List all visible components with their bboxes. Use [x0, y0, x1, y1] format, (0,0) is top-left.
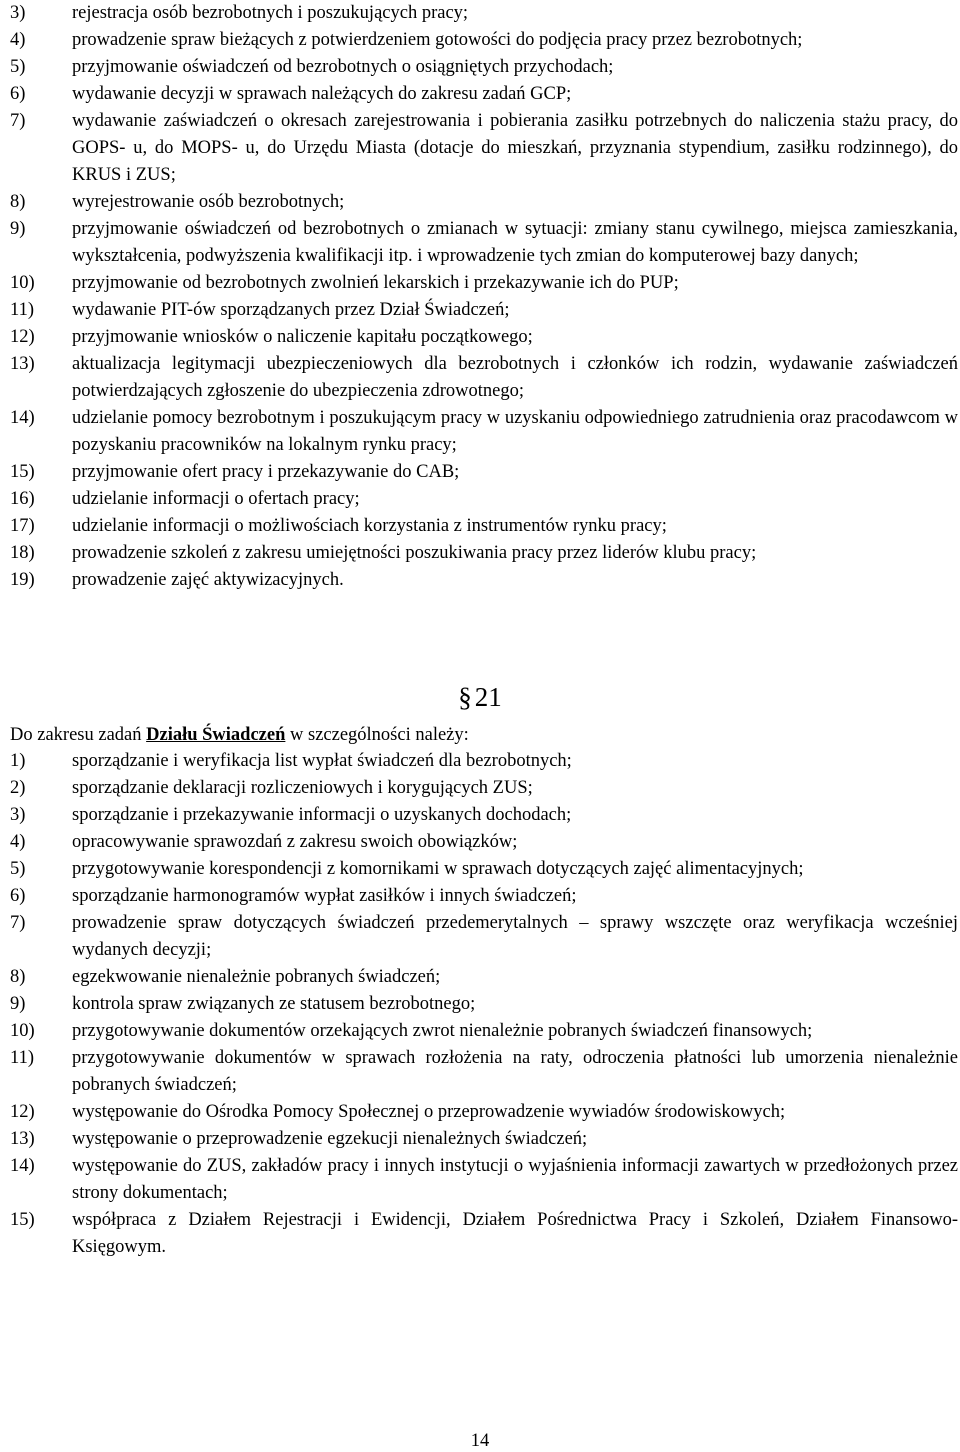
- list-item-text: przygotowywanie dokumentów orzekających zwrot nienależnie pobranych świadczeń finansowych;: [72, 1021, 813, 1041]
- list-item-number: 13): [10, 1129, 35, 1149]
- list-item: [10, 1045, 958, 1099]
- list-item: [10, 829, 958, 856]
- list-item-text: przygotowywanie korespondencji z komornikami w sprawach dotyczących zajęć alimentacyjnych;: [72, 859, 804, 879]
- list-item-number: 4): [10, 832, 26, 852]
- list-item-number: 8): [10, 967, 26, 987]
- duties-list-a: [10, 0, 958, 594]
- list-item: [10, 0, 958, 27]
- list-item: [10, 324, 958, 351]
- list-item: [10, 189, 958, 216]
- list-item-number: 14): [10, 1156, 35, 1176]
- list-item-text: przyjmowanie ofert pracy i przekazywanie do CAB;: [72, 462, 460, 482]
- list-item-text: występowanie o przeprowadzenie egzekucji nienależnych świadczeń;: [72, 1129, 588, 1149]
- department-name: Działu Świadczeń: [146, 725, 286, 745]
- list-item-text: wydawanie decyzji w sprawach należących do zakresu zadań GCP;: [72, 84, 572, 104]
- list-item-text: występowanie do Ośrodka Pomocy Społecznej o przeprowadzenie wywiadów środowiskowych;: [72, 1102, 786, 1122]
- section-intro: [10, 722, 469, 749]
- duties-list-b: [10, 748, 958, 1261]
- list-item-number: 2): [10, 778, 26, 798]
- list-item-number: 12): [10, 1102, 35, 1122]
- list-item-text: udzielanie pomocy bezrobotnym i poszukującym pracy w uzyskaniu odpowiedniego zatrudnienia oraz pracodawcom w pozyskaniu pracowników na lokalnym rynku pracy;: [72, 408, 958, 455]
- list-item-number: 7): [10, 913, 26, 933]
- list-item-number: 5): [10, 859, 26, 879]
- list-item-number: 14): [10, 408, 35, 428]
- list-item-number: 4): [10, 30, 26, 50]
- list-item: [10, 1207, 958, 1261]
- list-item-text: występowanie do ZUS, zakładów pracy i innych instytucji o wyjaśnienia informacji zawartych w przedłożonych przez strony dokumentach;: [72, 1156, 958, 1203]
- list-item: [10, 54, 958, 81]
- page-number: 14: [470, 1431, 490, 1451]
- list-item-number: 1): [10, 751, 26, 771]
- duties-list-continued: [10, 0, 958, 594]
- list-item-text: przyjmowanie od bezrobotnych zwolnień lekarskich i przekazywanie ich do PUP;: [72, 273, 679, 293]
- list-item-text: wydawanie zaświadczeń o okresach zarejestrowania i pobierania zasiłku potrzebnych do naliczenia stażu pracy, do GOPS- u, do MOPS- u, do Urzędu Miasta (dotacje do mieszkań, przyznania stypendium, zasiłku rodzinnego), do KRUS i ZUS;: [72, 111, 958, 185]
- list-item: [10, 486, 958, 513]
- intro-text-before: Do zakresu zadań: [10, 725, 147, 745]
- list-item-text: przyjmowanie wniosków o naliczenie kapitału początkowego;: [72, 327, 533, 347]
- list-item: [10, 1126, 958, 1153]
- section-symbol: §: [458, 682, 472, 712]
- list-item-text: prowadzenie zajęć aktywizacyjnych.: [72, 570, 344, 590]
- list-item-text: przyjmowanie oświadczeń od bezrobotnych o zmianach w sytuacji: zmiany stanu cywilnego, miejsca zamieszkania, wykształcenia, podwyższenia kwalifikacji itp. i wprowadzenie tych zmian do komputerowej bazy danych;: [72, 219, 958, 266]
- list-item-text: wydawanie PIT-ów sporządzanych przez Dział Świadczeń;: [72, 300, 510, 320]
- list-item-text: aktualizacja legitymacji ubezpieczeniowych dla bezrobotnych i członków ich rodzin, wydawanie zaświadczeń potwierdzających zgłoszenie do ubezpieczenia zdrowotnego;: [72, 354, 958, 401]
- list-item-text: przyjmowanie oświadczeń od bezrobotnych o osiągniętych przychodach;: [72, 57, 614, 77]
- list-item-text: kontrola spraw związanych ze statusem bezrobotnego;: [72, 994, 476, 1014]
- list-item: [10, 991, 958, 1018]
- list-item-text: udzielanie informacji o ofertach pracy;: [72, 489, 360, 509]
- list-item: [10, 964, 958, 991]
- list-item-number: 7): [10, 111, 26, 131]
- list-item-number: 15): [10, 1210, 35, 1230]
- list-item-number: 3): [10, 805, 26, 825]
- list-item-number: 9): [10, 219, 26, 239]
- list-item: [10, 270, 958, 297]
- list-item: [10, 1018, 958, 1045]
- list-item-number: 12): [10, 327, 35, 347]
- list-item: [10, 459, 958, 486]
- list-item-number: 6): [10, 886, 26, 906]
- list-item-text: sporządzanie i przekazywanie informacji o uzyskanych dochodach;: [72, 805, 572, 825]
- list-item-number: 18): [10, 543, 35, 563]
- list-item: [10, 405, 958, 459]
- list-item: [10, 567, 958, 594]
- list-item: [10, 1153, 958, 1207]
- list-item: [10, 351, 958, 405]
- list-item-number: 15): [10, 462, 35, 482]
- list-item-number: 10): [10, 1021, 35, 1041]
- list-item-number: 16): [10, 489, 35, 509]
- list-item-number: 11): [10, 300, 34, 320]
- list-item-text: rejestracja osób bezrobotnych i poszukujących pracy;: [72, 3, 469, 23]
- list-item: [10, 856, 958, 883]
- section-heading: [0, 681, 960, 713]
- list-item: [10, 910, 958, 964]
- list-item-number: 13): [10, 354, 35, 374]
- list-item-text: sporządzanie harmonogramów wypłat zasiłków i innych świadczeń;: [72, 886, 577, 906]
- benefits-department-duties: [10, 748, 958, 1261]
- list-item-text: współpraca z Działem Rejestracji i Ewidencji, Działem Pośrednictwa Pracy i Szkoleń, Działem Finansowo-Księgowym.: [72, 1210, 958, 1257]
- list-item: [10, 108, 958, 189]
- list-item-number: 9): [10, 994, 26, 1014]
- list-item-text: przygotowywanie dokumentów w sprawach rozłożenia na raty, odroczenia płatności lub umorzenia nienależnie pobranych świadczeń;: [72, 1048, 958, 1095]
- list-item: [10, 775, 958, 802]
- list-item-text: wyrejestrowanie osób bezrobotnych;: [72, 192, 345, 212]
- list-item: [10, 540, 958, 567]
- list-item-number: 3): [10, 3, 26, 23]
- list-item: [10, 513, 958, 540]
- section-number: 21: [474, 682, 502, 712]
- list-item-number: 10): [10, 273, 35, 293]
- list-item: [10, 81, 958, 108]
- list-item: [10, 1099, 958, 1126]
- list-item: [10, 216, 958, 270]
- list-item: [10, 883, 958, 910]
- list-item-text: prowadzenie spraw dotyczących świadczeń przedemerytalnych – sprawy wszczęte oraz weryfikacja wcześniej wydanych decyzji;: [72, 913, 958, 960]
- list-item-text: sporządzanie deklaracji rozliczeniowych i korygujących ZUS;: [72, 778, 533, 798]
- list-item-text: prowadzenie spraw bieżących z potwierdzeniem gotowości do podjęcia pracy przez bezrobotnych;: [72, 30, 803, 50]
- intro-text-after: w szczególności należy:: [285, 725, 469, 745]
- list-item-number: 19): [10, 570, 35, 590]
- list-item-number: 6): [10, 84, 26, 104]
- list-item-text: prowadzenie szkoleń z zakresu umiejętności poszukiwania pracy przez liderów klubu pracy;: [72, 543, 757, 563]
- list-item-text: opracowywanie sprawozdań z zakresu swoich obowiązków;: [72, 832, 518, 852]
- list-item-number: 17): [10, 516, 35, 536]
- list-item-text: egzekwowanie nienależnie pobranych świadczeń;: [72, 967, 441, 987]
- list-item-text: udzielanie informacji o możliwościach korzystania z instrumentów rynku pracy;: [72, 516, 667, 536]
- list-item: [10, 802, 958, 829]
- list-item: [10, 748, 958, 775]
- list-item-text: sporządzanie i weryfikacja list wypłat świadczeń dla bezrobotnych;: [72, 751, 572, 771]
- list-item-number: 5): [10, 57, 26, 77]
- list-item-number: 8): [10, 192, 26, 212]
- list-item-number: 11): [10, 1048, 34, 1068]
- list-item: [10, 27, 958, 54]
- list-item: [10, 297, 958, 324]
